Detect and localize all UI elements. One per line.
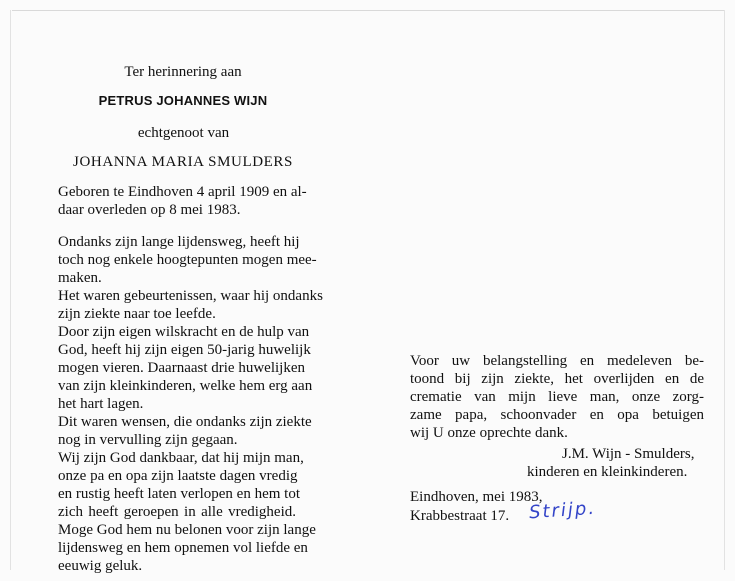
deceased-name: PETRUS JOHANNES WIJN xyxy=(98,93,268,108)
tribute-line: onze pa en opa zijn laatste dagen vredig xyxy=(58,468,298,484)
handwritten-note: Strijp. xyxy=(528,497,597,524)
spouse-name: JOHANNA MARIA SMULDERS xyxy=(73,154,293,170)
tribute-line: Dit waren wensen, die ondanks zijn ziekte xyxy=(58,414,312,430)
tribute-line: God, heeft hij zijn eigen 50-jarig huwelijk xyxy=(58,342,311,358)
tribute-line: maken. xyxy=(58,270,102,286)
thanks-line: zame papa, schoonvader en opa betuigen xyxy=(410,407,704,423)
tribute-line: toch nog enkele hoogtepunten mogen mee- xyxy=(58,252,317,268)
card-edge-left xyxy=(10,10,11,570)
tribute-line: en rustig heeft laten verlopen en hem tot xyxy=(58,486,300,502)
tribute-line: eeuwig geluk. xyxy=(58,558,143,574)
thanks-line: wij U onze oprechte dank. xyxy=(410,425,568,441)
tribute-line: mogen vieren. Daarnaast drie huwelijken xyxy=(58,360,305,376)
tribute-line: lijdensweg en hem opnemen vol liefde en xyxy=(58,540,308,556)
relation-text: echtgenoot van xyxy=(137,125,230,141)
tribute-line: zijn ziekte naar toe leefde. xyxy=(58,306,216,322)
address: Krabbestraat 17. xyxy=(410,508,510,524)
birth-line: daar overleden op 8 mei 1983. xyxy=(58,202,241,218)
tribute-line: Door zijn eigen wilskracht en de hulp van xyxy=(58,324,310,340)
tribute-line: van zijn kleinkinderen, welke hem erg aan xyxy=(58,378,313,394)
tribute-line: nog in vervulling zijn gegaan. xyxy=(58,432,238,448)
tribute-line: zich heeft geroepen in alle vredigheid. xyxy=(58,504,296,520)
tribute-line: Ondanks zijn lange lijdensweg, heeft hij xyxy=(58,234,300,250)
signatory-line: J.M. Wijn - Smulders, xyxy=(562,446,695,462)
thanks-line: toond bij zijn ziekte, het overlijden en de xyxy=(410,371,704,387)
place-date: Eindhoven, mei 1983, xyxy=(410,489,543,505)
thanks-line: Voor uw belangstelling en medeleven be- xyxy=(410,353,704,369)
tribute-line: het hart lagen. xyxy=(58,396,144,412)
intro-text: Ter herinnering aan xyxy=(124,64,242,80)
thanks-line: crematie van mijn lieve man, onze zorg- xyxy=(410,389,704,405)
tribute-line: Moge God hem nu belonen voor zijn lange xyxy=(58,522,316,538)
card-edge-right xyxy=(724,10,725,570)
signatory-line: kinderen en kleinkinderen. xyxy=(527,464,688,480)
card-edge-top xyxy=(12,10,724,11)
tribute-line: Het waren gebeurtenissen, waar hij ondanks xyxy=(58,288,323,304)
tribute-line: Wij zijn God dankbaar, dat hij mijn man, xyxy=(58,450,304,466)
birth-line: Geboren te Eindhoven 4 april 1909 en al- xyxy=(58,184,307,200)
